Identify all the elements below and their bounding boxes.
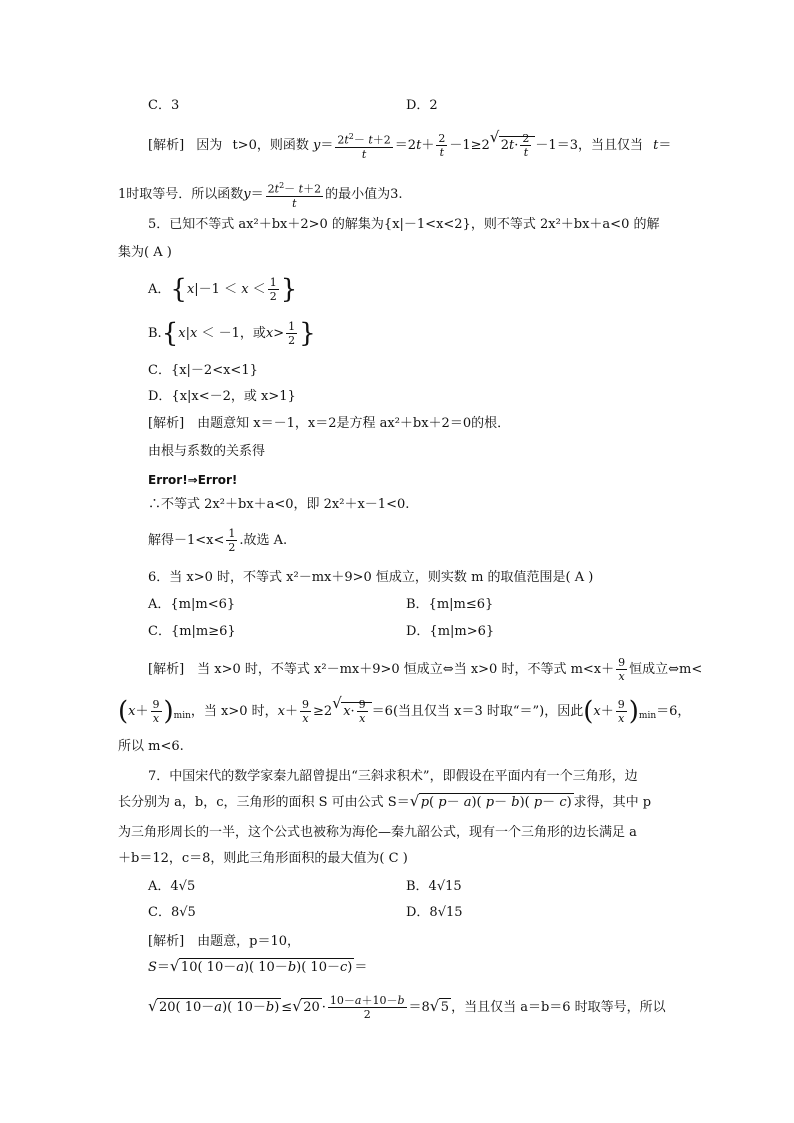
q6-option-a: A．{m|m<6} [148, 597, 236, 612]
q7-option-b: B．4√15 [406, 879, 462, 894]
q6-solution-line-2: (x＋ $\frac{9}{x}$ )$_{min}$，当 x>0 时，x＋ $\frac{9}{x}$ ≥2√ x· $\frac{9}{x}$ ＝6(当且仅当 x＝3 时取“＝”)，因此(x＋ $\frac{9}{x}$ )$_{min}=6$， [118, 698, 690, 725]
q7-option-c: C．8√5 [148, 905, 196, 920]
q5-solution-line-2: 由根与系数的关系得 [148, 444, 266, 459]
q6-option-d: D．{m|m>6} [406, 624, 495, 639]
q7-solution-line-3: √ 20( 10－a)( 10－b) ≤√ 20 · $\frac{10-a+10-b}{2}$ ＝8√ 5 ，当且仅当 a＝b＝6 时取等号，所以 [148, 994, 666, 1021]
solution-label: [解析] [148, 137, 185, 153]
q6-solution-line-1: [解析] 当 x>0 时，不等式 x²－mx＋9>0 恒成立⇔当 x>0 时，不等式 m<x＋ $\frac{9}{x}$ 恒成立⇔m< [148, 656, 703, 683]
q4-option-d: D．2 [406, 98, 438, 113]
q4-solution-line-1: [解析] 因为 t>0，则函数 y＝ $\frac{2t^2- t+2}{t}$ ＝2t＋ $\frac{2}{t}$ －1≥2√ 2t· $\frac{2}{t}$ －1＝3，当且仅当 t＝ [148, 130, 671, 161]
q7-stem-line-3: 为三角形周长的一半，这个公式也被称为海伦—秦九韶公式，现有一个三角形的边长满足 a [118, 825, 637, 840]
q7-option-d: D．8√15 [406, 905, 463, 920]
q5-stem-line-1: 5．已知不等式 ax²＋bx＋2>0 的解集为{x|－1<x<2}，则不等式 2x²＋bx＋a<0 的解 [148, 217, 660, 232]
q5-solution-line-3: ∴不等式 2x²＋bx＋a<0，即 2x²＋x－1<0. [148, 497, 410, 512]
q6-option-b: B．{m|m≤6} [406, 597, 494, 612]
q6-stem: 6．当 x>0 时，不等式 x²－mx＋9>0 恒成立，则实数 m 的取值范围是( A ) [148, 570, 594, 585]
q5-option-a: A．{x|－1 ＜ x ＜ $\frac{1}{2}$ } [148, 274, 298, 305]
q7-solution-line-2: S＝√ 10( 10－a)( 10－b)( 10－c) ＝ [148, 961, 367, 974]
q7-stem-line-2: 长分别为 a，b，c，三角形的面积 S 可由公式 S＝√ p( p－ a)( p－ b)( p－ c) 求得，其中 p [118, 796, 651, 809]
q5-option-b: B.{x|x ＜ －1，或x> $\frac{1}{2}$ } [148, 318, 316, 349]
q5-stem-line-2: 集为( A ) [118, 245, 172, 260]
q4-solution-line-2: 1时取等号．所以函数y＝ $\frac{2t^2- t+2}{t}$ 的最小值为3. [118, 181, 403, 210]
q4-option-c: C．3 [148, 98, 180, 113]
q5-option-d: D．{x|x<－2，或 x>1} [148, 389, 296, 404]
q7-stem-line-4: ＋b＝12，c＝8，则此三角形面积的最大值为( C ) [118, 851, 408, 866]
q5-solution-line-1: [解析] 由题意知 x＝－1，x＝2是方程 ax²＋bx＋2＝0的根． [148, 416, 511, 431]
q6-option-c: C．{m|m≥6} [148, 624, 236, 639]
q7-stem-line-1: 7．中国宋代的数学家秦九韶曾提出“三斜求积术”，即假设在平面内有一个三角形，边 [148, 769, 638, 784]
q5-option-c: C．{x|－2<x<1} [148, 363, 258, 378]
q6-solution-line-3: 所以 m<6. [118, 739, 184, 754]
q7-option-a: A．4√5 [148, 879, 196, 894]
q5-error-text: Error!⇒Error! [148, 473, 238, 487]
q5-solution-line-4: 解得－1<x< $\frac{1}{2}$ .故选 A. [148, 527, 288, 554]
q7-solution-line-1: [解析] 由题意，p＝10， [148, 934, 301, 949]
